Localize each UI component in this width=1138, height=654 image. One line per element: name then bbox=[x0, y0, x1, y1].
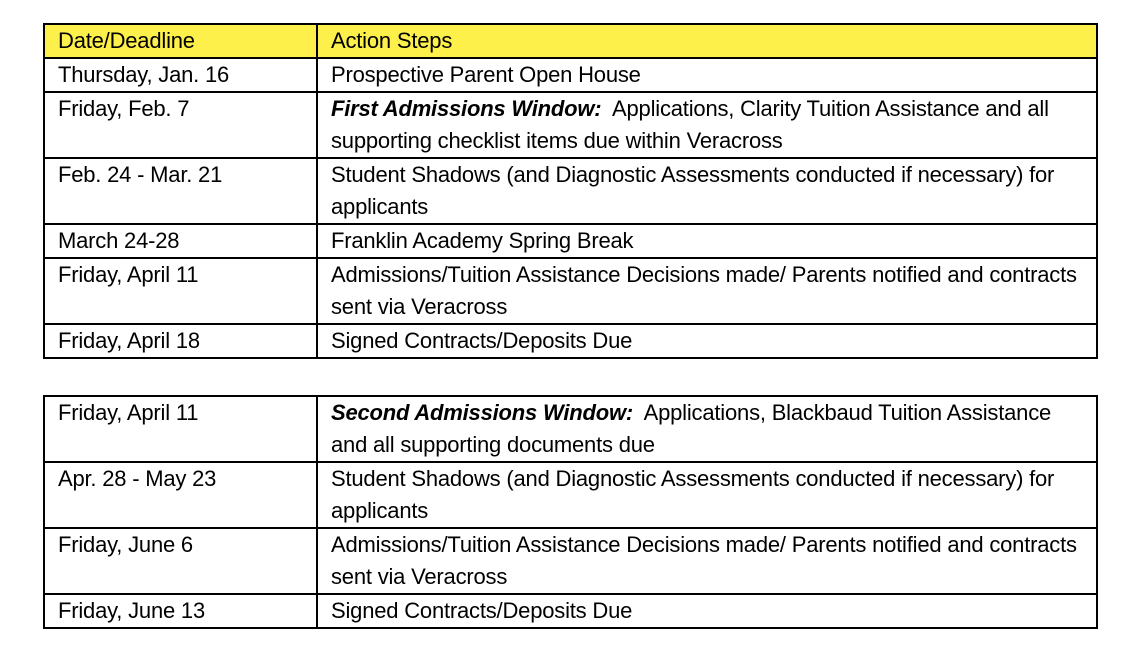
table-row bbox=[44, 258, 1097, 324]
action-text: Signed Contracts/Deposits Due bbox=[331, 328, 633, 353]
table-row bbox=[44, 396, 1097, 462]
table-row bbox=[44, 594, 1097, 628]
action-cell bbox=[317, 396, 1097, 462]
action-text: Admissions/Tuition Assistance Decisions made/ Parents notified and contracts sent via Veracross bbox=[331, 262, 1077, 319]
date-cell: Friday, April 11 bbox=[44, 396, 317, 462]
action-text: Student Shadows (and Diagnostic Assessments conducted if necessary) for applicants bbox=[331, 162, 1055, 219]
action-text: Franklin Academy Spring Break bbox=[331, 228, 634, 253]
action-cell bbox=[317, 58, 1097, 92]
date-cell: Friday, April 11 bbox=[44, 258, 317, 324]
date-cell: Friday, June 6 bbox=[44, 528, 317, 594]
admissions-window-label: First Admissions Window: bbox=[331, 96, 602, 121]
table-row bbox=[44, 462, 1097, 528]
date-cell: Friday, Feb. 7 bbox=[44, 92, 317, 158]
date-cell: Thursday, Jan. 16 bbox=[44, 58, 317, 92]
date-cell: Feb. 24 - Mar. 21 bbox=[44, 158, 317, 224]
action-text: Applications, Clarity Tuition Assistance and all supporting checklist items due within Veracross bbox=[331, 96, 1049, 153]
table-row bbox=[44, 224, 1097, 258]
table-header-row bbox=[44, 24, 1097, 58]
date-cell: Friday, June 13 bbox=[44, 594, 317, 628]
action-cell bbox=[317, 324, 1097, 358]
action-cell bbox=[317, 594, 1097, 628]
action-text: Applications, Blackbaud Tuition Assistance and all supporting documents due bbox=[331, 400, 1052, 457]
admissions-schedule-table-first bbox=[43, 23, 1098, 359]
table-row bbox=[44, 92, 1097, 158]
action-text: Prospective Parent Open House bbox=[331, 62, 641, 87]
table-row bbox=[44, 528, 1097, 594]
table-row bbox=[44, 324, 1097, 358]
action-cell bbox=[317, 92, 1097, 158]
table-row bbox=[44, 158, 1097, 224]
table-row bbox=[44, 58, 1097, 92]
action-cell bbox=[317, 258, 1097, 324]
date-cell: Apr. 28 - May 23 bbox=[44, 462, 317, 528]
action-text: Admissions/Tuition Assistance Decisions made/ Parents notified and contracts sent via Veracross bbox=[331, 532, 1077, 589]
action-cell bbox=[317, 462, 1097, 528]
admissions-window-label: Second Admissions Window: bbox=[331, 400, 634, 425]
action-steps-header: Action Steps bbox=[317, 24, 1097, 58]
date-cell: Friday, April 18 bbox=[44, 324, 317, 358]
date-deadline-header: Date/Deadline bbox=[44, 24, 317, 58]
action-cell bbox=[317, 158, 1097, 224]
admissions-schedule-table-second bbox=[43, 395, 1098, 629]
action-text: Student Shadows (and Diagnostic Assessments conducted if necessary) for applicants bbox=[331, 466, 1055, 523]
action-cell bbox=[317, 224, 1097, 258]
action-cell bbox=[317, 528, 1097, 594]
action-text: Signed Contracts/Deposits Due bbox=[331, 598, 633, 623]
date-cell: March 24-28 bbox=[44, 224, 317, 258]
